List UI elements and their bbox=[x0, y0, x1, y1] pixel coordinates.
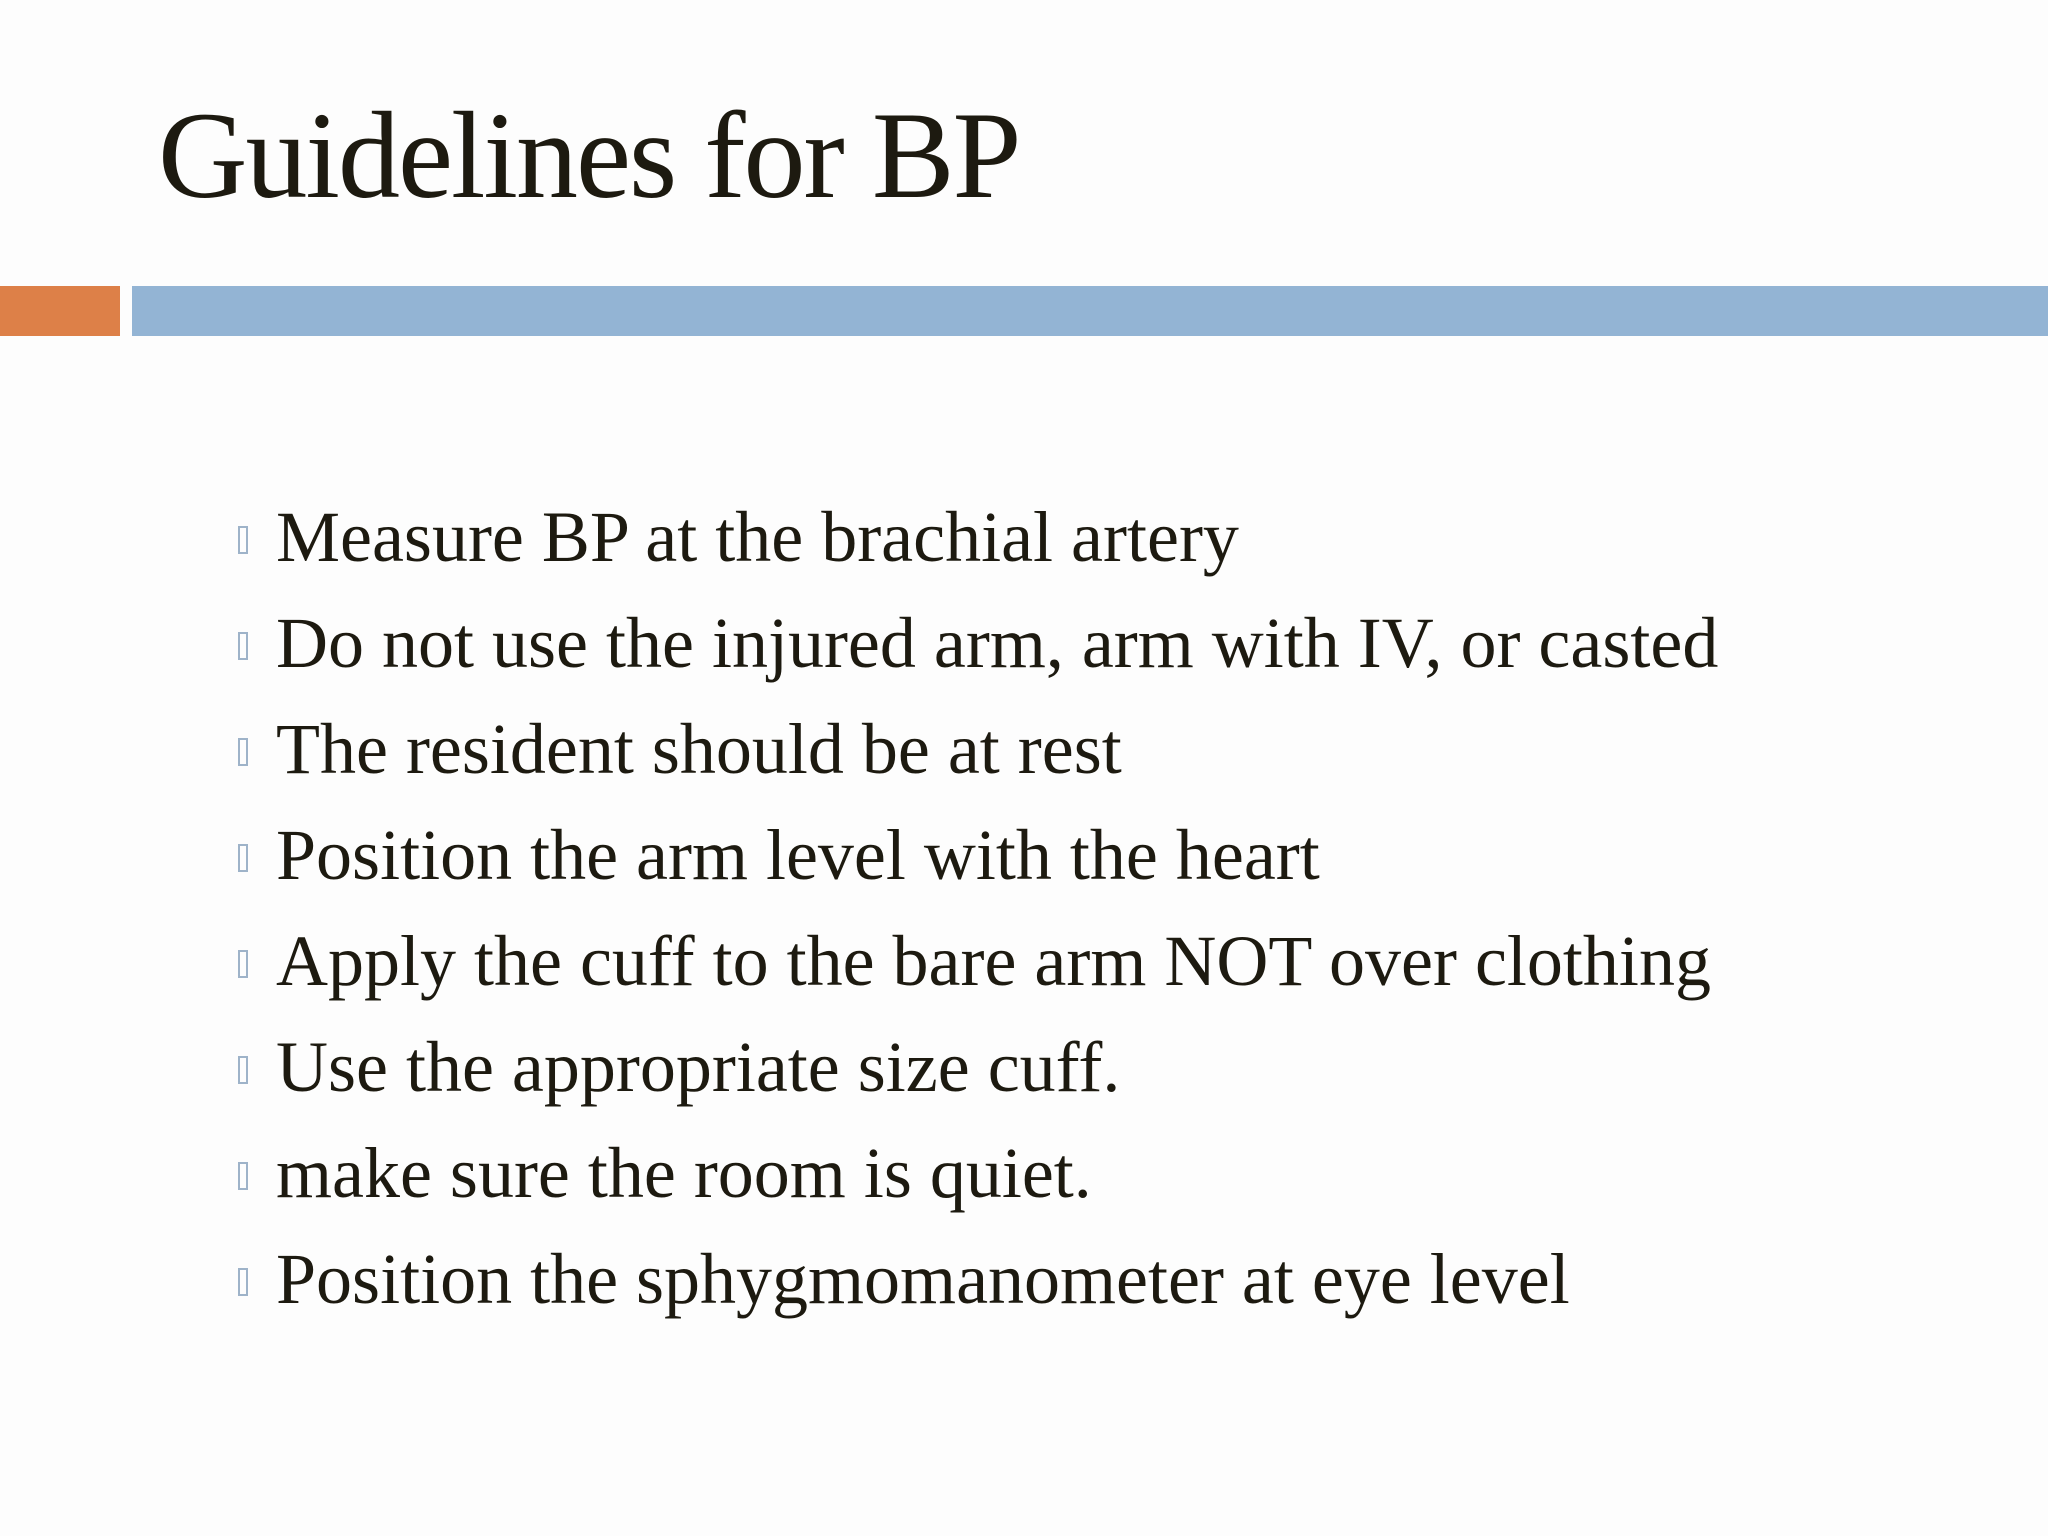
bullet-icon bbox=[238, 844, 248, 872]
bullet-text: Position the sphygmomanometer at eye level bbox=[276, 1239, 1570, 1319]
bullet-icon bbox=[238, 738, 248, 766]
bullet-item bbox=[238, 590, 1718, 696]
accent-bar-orange bbox=[0, 286, 120, 336]
bullet-list bbox=[238, 484, 1718, 1332]
bullet-item bbox=[238, 802, 1718, 908]
bullet-item bbox=[238, 1120, 1718, 1226]
bullet-icon bbox=[238, 950, 248, 978]
bullet-text: Position the arm level with the heart bbox=[276, 815, 1320, 895]
bullet-icon bbox=[238, 526, 248, 554]
bullet-icon bbox=[238, 1162, 248, 1190]
bullet-icon bbox=[238, 1056, 248, 1084]
bullet-text: Use the appropriate size cuff. bbox=[276, 1027, 1121, 1107]
bullet-text: The resident should be at rest bbox=[276, 709, 1122, 789]
accent-bar-blue bbox=[132, 286, 2048, 336]
slide-title: Guidelines for BP bbox=[158, 87, 1020, 224]
bullet-item bbox=[238, 696, 1718, 802]
bullet-item bbox=[238, 484, 1718, 590]
bullet-text: Apply the cuff to the bare arm NOT over clothing bbox=[276, 921, 1711, 1001]
bullet-item bbox=[238, 908, 1718, 1014]
bullet-text: Measure BP at the brachial artery bbox=[276, 497, 1239, 577]
bullet-text: Do not use the injured arm, arm with IV, or casted bbox=[276, 603, 1719, 683]
bullet-icon bbox=[238, 1268, 248, 1296]
bullet-item bbox=[238, 1014, 1718, 1120]
bullet-text: make sure the room is quiet. bbox=[276, 1133, 1092, 1213]
bullet-item bbox=[238, 1226, 1718, 1332]
bullet-icon bbox=[238, 632, 248, 660]
